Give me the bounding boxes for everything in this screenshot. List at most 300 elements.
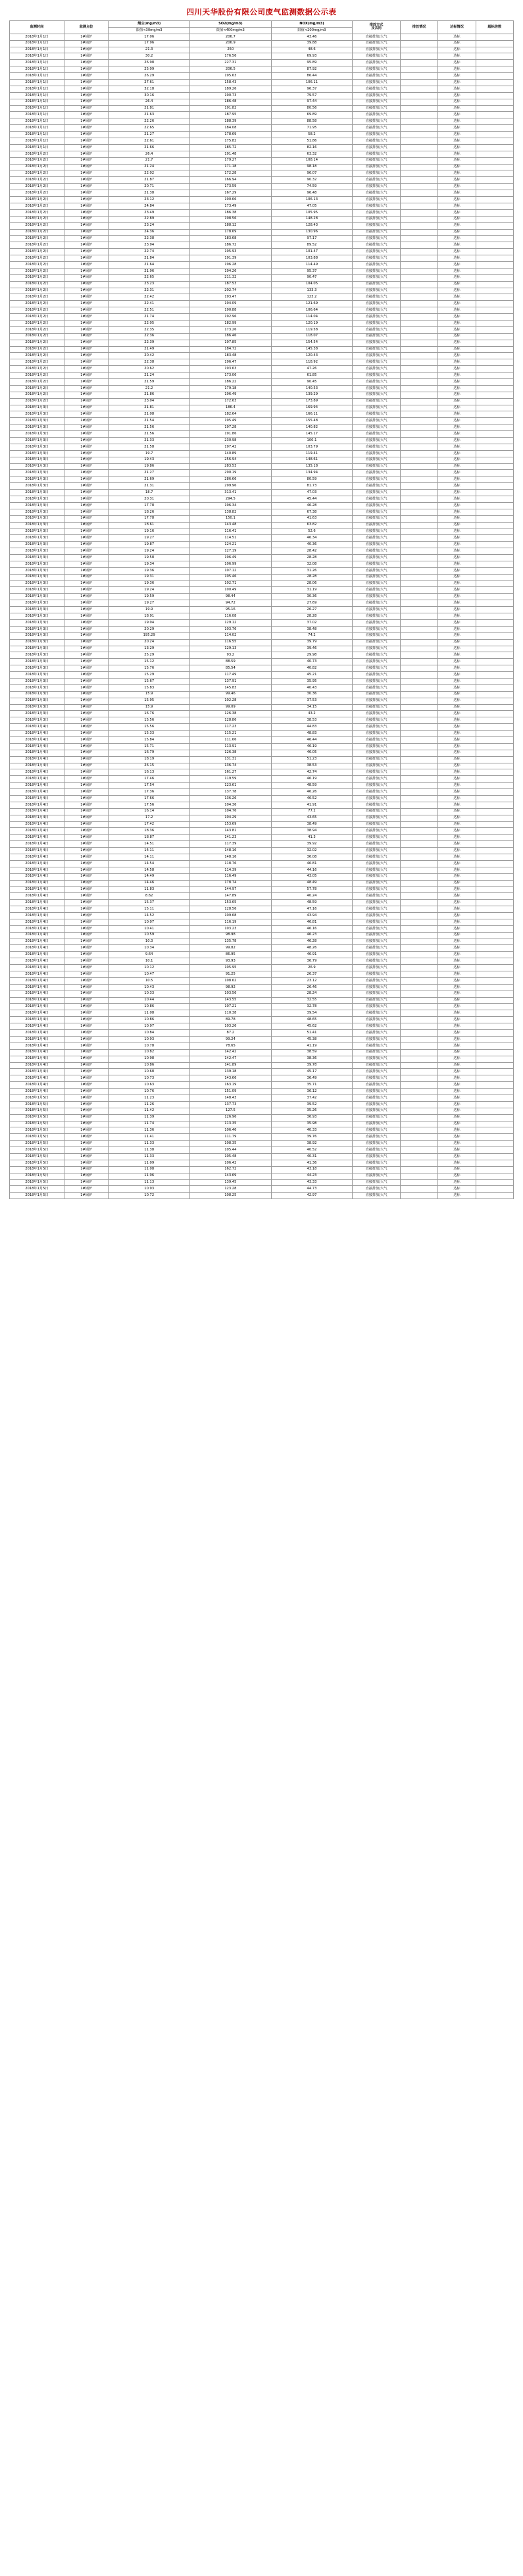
cell-so2: 114.51 <box>190 535 272 542</box>
cell-so2: 184.72 <box>190 346 272 353</box>
cell-nox: 35.71 <box>271 1082 353 1089</box>
cell-nox: 51.86 <box>271 138 353 145</box>
cell-so2: 118.76 <box>190 860 272 867</box>
cell-over <box>476 157 513 164</box>
cell-dust: 19.43 <box>109 457 190 463</box>
cell-time: 2018年1月3日 <box>10 561 64 567</box>
cell-status <box>400 216 437 222</box>
cell-status <box>400 1062 437 1069</box>
cell-ok: 达标 <box>438 274 476 281</box>
cell-time: 2018年1月3日 <box>10 496 64 503</box>
cell-dust: 11.42 <box>109 1108 190 1114</box>
cell-status <box>400 66 437 73</box>
cell-nox: 46.05 <box>271 750 353 756</box>
table-row <box>10 281 514 288</box>
cell-so2: 256.94 <box>190 457 272 463</box>
table-row <box>10 450 514 457</box>
cell-over <box>476 665 513 672</box>
cell-over <box>476 776 513 783</box>
cell-mode: 直接排放/大气 <box>353 594 401 600</box>
cell-time: 2018年1月5日 <box>10 1160 64 1166</box>
cell-over <box>476 971 513 978</box>
cell-so2: 153.65 <box>190 900 272 906</box>
cell-time: 2018年1月3日 <box>10 594 64 600</box>
cell-mode: 直接排放/大气 <box>353 470 401 477</box>
cell-dust: 10.78 <box>109 1043 190 1049</box>
cell-ok: 达标 <box>438 965 476 971</box>
cell-over <box>476 789 513 796</box>
cell-so2: 104.36 <box>190 802 272 808</box>
cell-nox: 48.59 <box>271 783 353 789</box>
cell-dust: 14.51 <box>109 841 190 848</box>
cell-point: 1#锅炉 <box>64 1160 109 1166</box>
cell-mode: 直接排放/大气 <box>353 913 401 919</box>
cell-status <box>400 522 437 528</box>
cell-mode: 直接排放/大气 <box>353 261 401 268</box>
cell-so2: 143.55 <box>190 997 272 1004</box>
cell-status <box>400 392 437 398</box>
cell-nox: 44.16 <box>271 867 353 873</box>
table-row <box>10 613 514 620</box>
cell-dust: 22.74 <box>109 249 190 255</box>
cell-point: 1#锅炉 <box>64 274 109 281</box>
table-row <box>10 274 514 281</box>
cell-dust: 16.14 <box>109 808 190 815</box>
cell-mode: 直接排放/大气 <box>353 548 401 555</box>
cell-ok: 达标 <box>438 236 476 242</box>
cell-point: 1#锅炉 <box>64 209 109 216</box>
table-row <box>10 222 514 229</box>
cell-ok: 达标 <box>438 190 476 197</box>
cell-dust: 14.52 <box>109 913 190 919</box>
cell-ok: 达标 <box>438 438 476 444</box>
table-row <box>10 958 514 965</box>
cell-point: 1#锅炉 <box>64 353 109 359</box>
cell-dust: 21.66 <box>109 144 190 151</box>
cell-dust: 16.79 <box>109 750 190 756</box>
cell-time: 2018年1月3日 <box>10 470 64 477</box>
cell-nox: 38.53 <box>271 717 353 724</box>
cell-status <box>400 1134 437 1141</box>
cell-over <box>476 373 513 379</box>
cell-so2: 108.35 <box>190 1141 272 1147</box>
cell-nox: 44.73 <box>271 1186 353 1193</box>
cell-nox: 97.17 <box>271 236 353 242</box>
cell-nox: 100.1 <box>271 438 353 444</box>
cell-so2: 173.49 <box>190 203 272 209</box>
cell-dust: 21.69 <box>109 477 190 483</box>
cell-time: 2018年1月4日 <box>10 750 64 756</box>
cell-ok: 达标 <box>438 1134 476 1141</box>
cell-time: 2018年1月1日 <box>10 40 64 47</box>
cell-over <box>476 366 513 373</box>
cell-dust: 21.2 <box>109 385 190 392</box>
cell-time: 2018年1月1日 <box>10 47 64 53</box>
cell-ok: 达标 <box>438 151 476 157</box>
cell-mode: 直接排放/大气 <box>353 301 401 307</box>
cell-time: 2018年1月3日 <box>10 522 64 528</box>
cell-nox: 58.2 <box>271 132 353 138</box>
cell-dust: 15.84 <box>109 736 190 743</box>
cell-over <box>476 294 513 301</box>
cell-status <box>400 795 437 802</box>
cell-dust: 10.93 <box>109 1036 190 1043</box>
cell-over <box>476 1062 513 1069</box>
cell-time: 2018年1月5日 <box>10 1101 64 1108</box>
cell-over <box>476 769 513 776</box>
cell-mode: 直接排放/大气 <box>353 509 401 515</box>
cell-time: 2018年1月1日 <box>10 86 64 92</box>
cell-status <box>400 340 437 346</box>
cell-ok: 达标 <box>438 53 476 60</box>
cell-mode: 直接排放/大气 <box>353 769 401 776</box>
cell-ok: 达标 <box>438 977 476 984</box>
cell-dust: 19.04 <box>109 619 190 626</box>
cell-mode: 直接排放/大气 <box>353 209 401 216</box>
cell-over <box>476 138 513 145</box>
cell-dust: 10.86 <box>109 1004 190 1010</box>
cell-dust: 22.51 <box>109 307 190 314</box>
cell-so2: 126.38 <box>190 750 272 756</box>
cell-status <box>400 607 437 613</box>
cell-so2: 283.53 <box>190 463 272 470</box>
cell-time: 2018年1月1日 <box>10 53 64 60</box>
cell-point: 1#锅炉 <box>64 528 109 535</box>
cell-dust: 15.33 <box>109 731 190 737</box>
cell-ok: 达标 <box>438 1036 476 1043</box>
cell-ok: 达标 <box>438 398 476 405</box>
cell-time: 2018年1月2日 <box>10 373 64 379</box>
cell-over <box>476 418 513 425</box>
cell-over <box>476 1043 513 1049</box>
cell-point: 1#锅炉 <box>64 522 109 528</box>
cell-dust: 21.81 <box>109 405 190 411</box>
cell-time: 2018年1月3日 <box>10 502 64 509</box>
cell-dust: 14.58 <box>109 867 190 873</box>
cell-dust: 15.37 <box>109 900 190 906</box>
cell-nox: 74.59 <box>271 184 353 190</box>
cell-so2: 139.45 <box>190 1179 272 1186</box>
cell-mode: 直接排放/大气 <box>353 1082 401 1089</box>
cell-nox: 173.89 <box>271 398 353 405</box>
cell-dust: 24.36 <box>109 229 190 236</box>
cell-ok: 达标 <box>438 1108 476 1114</box>
cell-status <box>400 373 437 379</box>
table-row <box>10 984 514 991</box>
cell-nox: 36.08 <box>271 854 353 861</box>
cell-status <box>400 1036 437 1043</box>
table-row <box>10 860 514 867</box>
cell-so2: 187.95 <box>190 112 272 118</box>
cell-status <box>400 997 437 1004</box>
cell-ok: 达标 <box>438 431 476 438</box>
cell-so2: 111.66 <box>190 736 272 743</box>
cell-time: 2018年1月2日 <box>10 236 64 242</box>
cell-over <box>476 326 513 333</box>
cell-dust: 10.82 <box>109 1049 190 1056</box>
cell-over <box>476 378 513 385</box>
cell-mode: 直接排放/大气 <box>353 646 401 652</box>
cell-time: 2018年1月3日 <box>10 411 64 418</box>
cell-ok: 达标 <box>438 1153 476 1160</box>
table-row <box>10 900 514 906</box>
cell-nox: 36.79 <box>271 958 353 965</box>
table-row <box>10 965 514 971</box>
cell-point: 1#锅炉 <box>64 346 109 353</box>
cell-status <box>400 684 437 691</box>
table-row <box>10 1134 514 1141</box>
cell-over <box>476 1173 513 1179</box>
table-row <box>10 783 514 789</box>
cell-time: 2018年1月2日 <box>10 346 64 353</box>
cell-dust: 10.98 <box>109 1056 190 1062</box>
cell-status <box>400 776 437 783</box>
cell-dust: 15.67 <box>109 678 190 684</box>
cell-nox: 28.42 <box>271 548 353 555</box>
cell-dust: 25.09 <box>109 66 190 73</box>
cell-so2: 186.38 <box>190 209 272 216</box>
cell-status <box>400 385 437 392</box>
cell-mode: 直接排放/大气 <box>353 184 401 190</box>
cell-point: 1#锅炉 <box>64 509 109 515</box>
cell-mode: 直接排放/大气 <box>353 1153 401 1160</box>
cell-point: 1#锅炉 <box>64 1043 109 1049</box>
cell-mode: 直接排放/大气 <box>353 1049 401 1056</box>
cell-status <box>400 925 437 932</box>
table-row <box>10 392 514 398</box>
cell-status <box>400 490 437 496</box>
cell-dust: 11.13 <box>109 1179 190 1186</box>
table-row <box>10 1160 514 1166</box>
cell-dust: 26.4 <box>109 151 190 157</box>
cell-dust: 18.61 <box>109 522 190 528</box>
cell-so2: 206.5 <box>190 66 272 73</box>
table-row <box>10 1075 514 1082</box>
cell-time: 2018年1月5日 <box>10 1186 64 1193</box>
cell-nox: 96.48 <box>271 190 353 197</box>
cell-dust: 13.29 <box>109 646 190 652</box>
header-nox: NOX(mg/m3) <box>271 21 353 28</box>
cell-ok: 达标 <box>438 548 476 555</box>
cell-point: 1#锅炉 <box>64 626 109 632</box>
table-row <box>10 893 514 900</box>
cell-mode: 直接排放/大气 <box>353 1030 401 1037</box>
cell-nox: 26.46 <box>271 984 353 991</box>
cell-point: 1#锅炉 <box>64 496 109 503</box>
cell-mode: 直接排放/大气 <box>353 932 401 939</box>
cell-status <box>400 457 437 463</box>
cell-dust: 11.26 <box>109 1101 190 1108</box>
cell-so2: 150.1 <box>190 515 272 522</box>
cell-point: 1#锅炉 <box>64 743 109 750</box>
cell-so2: 211.32 <box>190 274 272 281</box>
cell-point: 1#锅炉 <box>64 991 109 997</box>
cell-status <box>400 470 437 477</box>
cell-mode: 直接排放/大气 <box>353 919 401 925</box>
cell-so2: 202.74 <box>190 288 272 294</box>
table-row <box>10 1101 514 1108</box>
cell-nox: 119.41 <box>271 450 353 457</box>
cell-over <box>476 1049 513 1056</box>
table-row <box>10 1179 514 1186</box>
cell-point: 1#锅炉 <box>64 580 109 587</box>
cell-mode: 直接排放/大气 <box>353 515 401 522</box>
cell-so2: 119.59 <box>190 776 272 783</box>
cell-over <box>476 470 513 477</box>
cell-mode: 直接排放/大气 <box>353 848 401 854</box>
cell-over <box>476 763 513 769</box>
cell-nox: 105.95 <box>271 209 353 216</box>
cell-time: 2018年1月3日 <box>10 613 64 620</box>
cell-dust: 11.41 <box>109 1134 190 1141</box>
cell-dust: 18.19 <box>109 756 190 763</box>
cell-mode: 直接排放/大气 <box>353 939 401 945</box>
cell-so2: 116.55 <box>190 639 272 646</box>
cell-point: 1#锅炉 <box>64 1017 109 1023</box>
table-row <box>10 574 514 580</box>
cell-dust: 21.7 <box>109 157 190 164</box>
cell-so2: 290.19 <box>190 470 272 477</box>
cell-status <box>400 1043 437 1049</box>
cell-time: 2018年1月4日 <box>10 736 64 743</box>
cell-status <box>400 314 437 321</box>
cell-time: 2018年1月3日 <box>10 717 64 724</box>
cell-point: 1#锅炉 <box>64 1030 109 1037</box>
cell-point: 1#锅炉 <box>64 977 109 984</box>
cell-mode: 直接排放/大气 <box>353 1075 401 1082</box>
cell-status <box>400 132 437 138</box>
cell-point: 1#锅炉 <box>64 125 109 132</box>
cell-time: 2018年1月2日 <box>10 242 64 249</box>
cell-dust: 10.68 <box>109 1069 190 1075</box>
cell-ok: 达标 <box>438 743 476 750</box>
cell-nox: 39.79 <box>271 639 353 646</box>
cell-status <box>400 613 437 620</box>
cell-over <box>476 607 513 613</box>
cell-mode: 直接排放/大气 <box>353 112 401 118</box>
table-row <box>10 580 514 587</box>
table-row <box>10 684 514 691</box>
cell-mode: 直接排放/大气 <box>353 743 401 750</box>
cell-mode: 直接排放/大气 <box>353 600 401 607</box>
table-row <box>10 1017 514 1023</box>
cell-status <box>400 515 437 522</box>
cell-point: 1#锅炉 <box>64 1075 109 1082</box>
cell-dust: 17.56 <box>109 802 190 808</box>
cell-over <box>476 555 513 561</box>
cell-point: 1#锅炉 <box>64 1134 109 1141</box>
cell-over <box>476 132 513 138</box>
table-row <box>10 366 514 373</box>
cell-time: 2018年1月2日 <box>10 209 64 216</box>
cell-point: 1#锅炉 <box>64 906 109 913</box>
cell-point: 1#锅炉 <box>64 652 109 659</box>
cell-over <box>476 99 513 105</box>
cell-nox: 121.69 <box>271 301 353 307</box>
cell-dust: 20.71 <box>109 184 190 190</box>
cell-over <box>476 997 513 1004</box>
cell-mode: 直接排放/大气 <box>353 40 401 47</box>
cell-so2: 91.25 <box>190 971 272 978</box>
cell-mode: 直接排放/大气 <box>353 1101 401 1108</box>
cell-mode: 直接排放/大气 <box>353 672 401 679</box>
cell-status <box>400 724 437 731</box>
cell-nox: 48.6 <box>271 47 353 53</box>
cell-point: 1#锅炉 <box>64 828 109 835</box>
cell-ok: 达标 <box>438 333 476 340</box>
cell-dust: 24.84 <box>109 203 190 209</box>
cell-ok: 达标 <box>438 860 476 867</box>
cell-mode: 直接排放/大气 <box>353 756 401 763</box>
cell-time: 2018年1月3日 <box>10 477 64 483</box>
cell-ok: 达标 <box>438 405 476 411</box>
cell-point: 1#锅炉 <box>64 639 109 646</box>
cell-ok: 达标 <box>438 1166 476 1173</box>
cell-status <box>400 184 437 190</box>
cell-nox: 39.76 <box>271 1134 353 1141</box>
cell-nox: 35.26 <box>271 1108 353 1114</box>
cell-ok: 达标 <box>438 385 476 392</box>
cell-point: 1#锅炉 <box>64 411 109 418</box>
cell-time: 2018年1月4日 <box>10 932 64 939</box>
cell-time: 2018年1月1日 <box>10 80 64 86</box>
cell-over <box>476 659 513 665</box>
cell-mode: 直接排放/大气 <box>353 587 401 594</box>
cell-so2: 127.5 <box>190 1108 272 1114</box>
cell-dust: 19.16 <box>109 528 190 535</box>
cell-time: 2018年1月4日 <box>10 952 64 958</box>
cell-mode: 直接排放/大气 <box>353 841 401 848</box>
cell-dust: 10.73 <box>109 1075 190 1082</box>
cell-mode: 直接排放/大气 <box>353 854 401 861</box>
cell-over <box>476 490 513 496</box>
cell-so2: 206.7 <box>190 34 272 40</box>
table-row <box>10 34 514 40</box>
cell-mode: 直接排放/大气 <box>353 561 401 567</box>
cell-time: 2018年1月1日 <box>10 112 64 118</box>
cell-ok: 达标 <box>438 1004 476 1010</box>
cell-time: 2018年1月3日 <box>10 607 64 613</box>
cell-ok: 达标 <box>438 203 476 209</box>
cell-point: 1#锅炉 <box>64 932 109 939</box>
cell-time: 2018年1月4日 <box>10 1075 64 1082</box>
cell-over <box>476 678 513 684</box>
table-row <box>10 425 514 431</box>
cell-status <box>400 528 437 535</box>
cell-mode: 直接排放/大气 <box>353 626 401 632</box>
cell-mode: 直接排放/大气 <box>353 632 401 639</box>
cell-time: 2018年1月3日 <box>10 405 64 411</box>
cell-dust: 8.62 <box>109 893 190 900</box>
cell-over <box>476 1095 513 1101</box>
cell-status <box>400 1173 437 1179</box>
cell-so2: 139.18 <box>190 1069 272 1075</box>
cell-status <box>400 691 437 698</box>
cell-dust: 15.12 <box>109 659 190 665</box>
cell-status <box>400 60 437 66</box>
cell-status <box>400 366 437 373</box>
cell-status <box>400 157 437 164</box>
cell-ok: 达标 <box>438 164 476 170</box>
cell-so2: 95.16 <box>190 607 272 613</box>
cell-ok: 达标 <box>438 913 476 919</box>
cell-so2: 116.08 <box>190 613 272 620</box>
cell-ok: 达标 <box>438 1049 476 1056</box>
cell-nox: 106.11 <box>271 80 353 86</box>
cell-dust: 20.29 <box>109 626 190 632</box>
cell-so2: 178.69 <box>190 229 272 236</box>
cell-over <box>476 92 513 99</box>
